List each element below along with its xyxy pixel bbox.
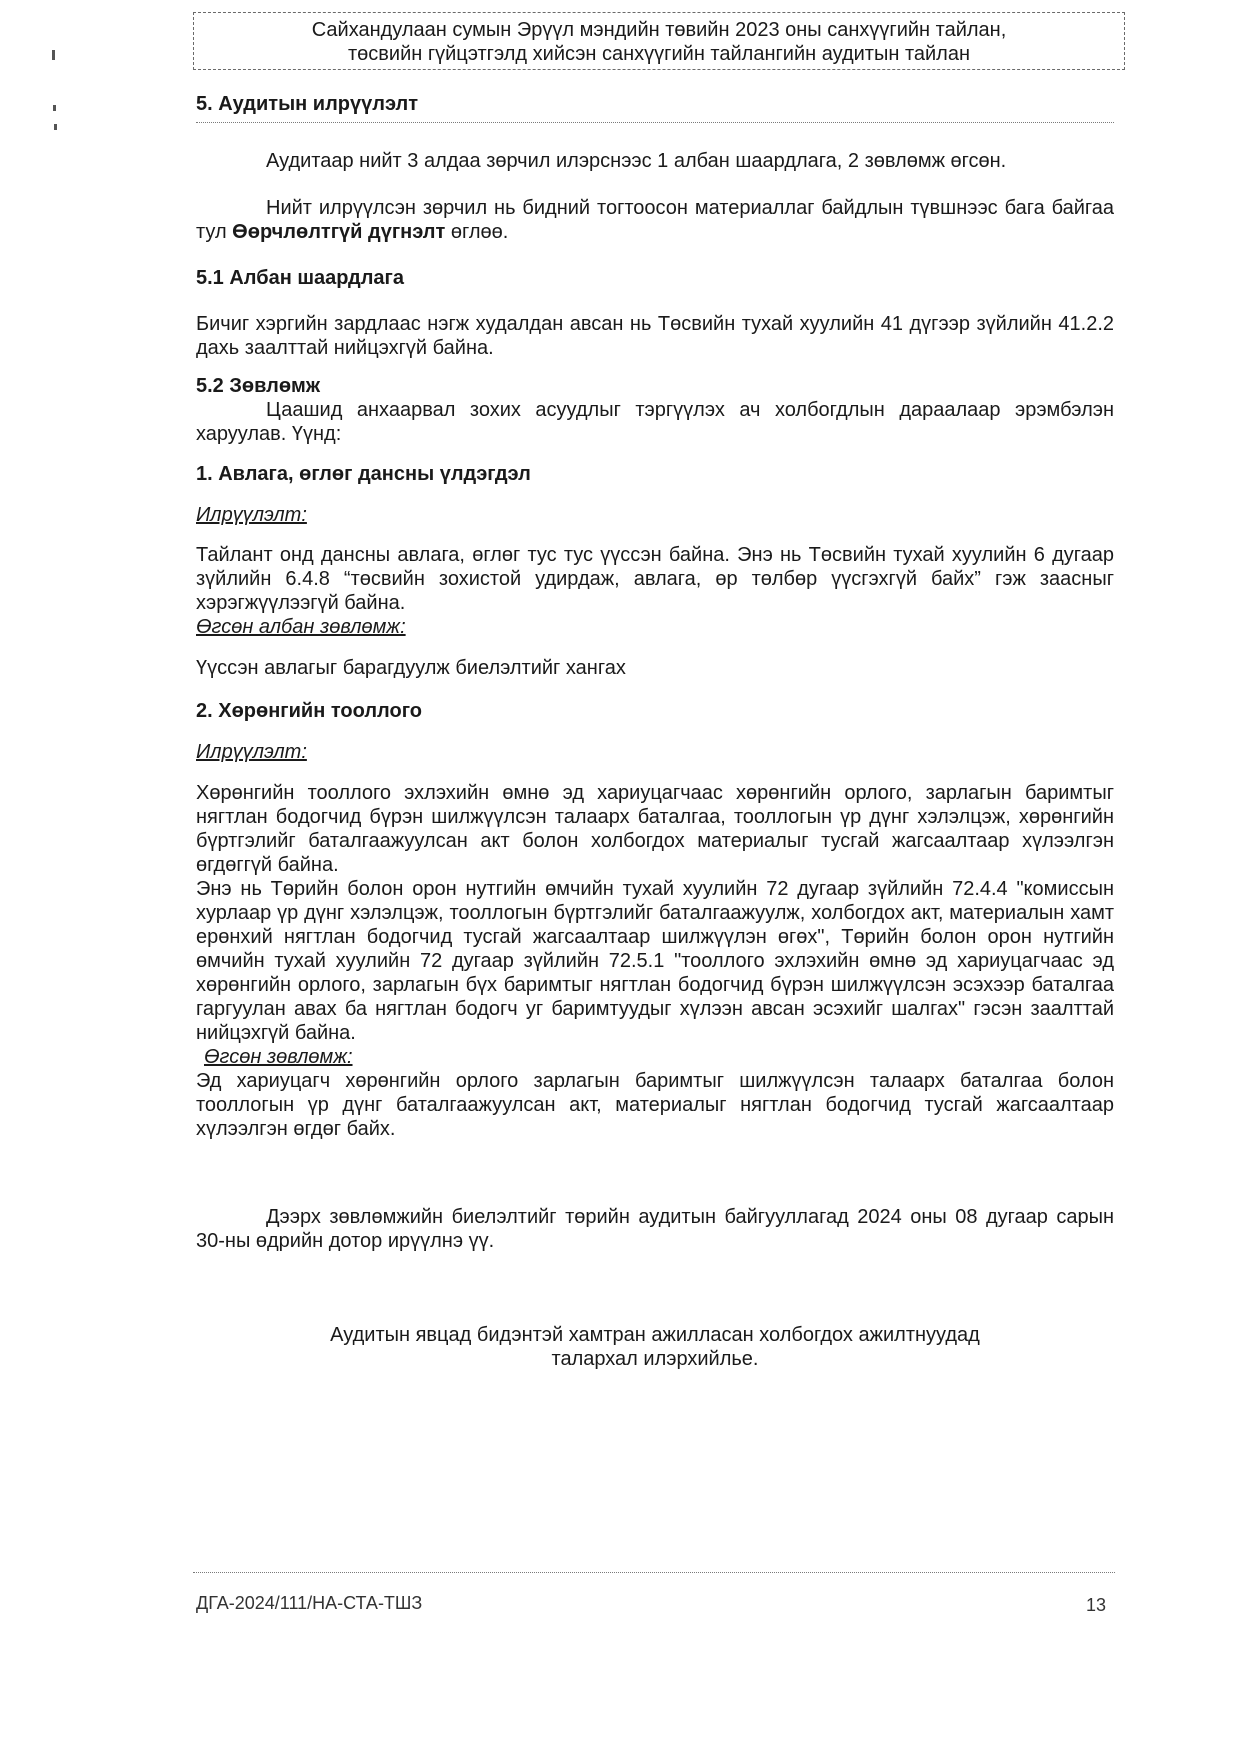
item-1-finding-label: Илрүүлэлт: — [196, 504, 307, 526]
opinion-type: Өөрчлөлтгүй дүгнэлт — [232, 221, 446, 243]
item-2-finding-label: Илрүүлэлт: — [196, 741, 307, 763]
scan-artifact — [53, 105, 56, 111]
scan-artifact — [52, 50, 55, 60]
item-2-recommendation-label: Өгсөн зөвлөмж: — [204, 1046, 353, 1068]
closing-deadline: Дээрх зөвлөмжийн биелэлтийг төрийн аудитын байгууллагад 2024 оны 08 дугаар сарын 30-ны өдрийн дотор ирүүлнэ үү. — [196, 1206, 1114, 1252]
footer-divider — [193, 1572, 1115, 1573]
section-5-title: 5. Аудитын илрүүлэлт — [196, 92, 1114, 123]
section-5-paragraph-1: Аудитаар нийт 3 алдаа зөрчил илэрснээс 1 албан шаардлага, 2 зөвлөмж өгсөн. — [266, 150, 1007, 172]
section-5-1-title: 5.1 Албан шаардлага — [196, 267, 404, 289]
item-1-recommendation-text: Үүссэн авлагыг барагдуулж биелэлтийг хангах — [196, 657, 626, 679]
closing-thanks-line-2: талархал илэрхийлье. — [551, 1348, 759, 1370]
document-code: ДГА-2024/111/НА-СТА-ТШЗ — [196, 1593, 423, 1613]
section-5-1-text: Бичиг хэргийн зардлаас нэгж худалдан авсан нь Төсвийн тухай хуулийн 41 дүгээр зүйлийн 41.2.2 дахь заалттай нийцэхгүй байна. — [196, 313, 1114, 359]
header-line-1: Сайхандулаан сумын Эрүүл мэндийн төвийн 2023 оны санхүүгийн тайлан, — [311, 19, 1007, 41]
item-2-recommendation-text: Эд хариуцагч хөрөнгийн орлого зарлагын баримтыг шилжүүлсэн талаарх баталгаа болон тооллогын үр дүнг баталгаажуулсан акт, материалыг нягтлан бодогчид тусгай жагсаалтаар хүлээлгэн өгдөг байх. — [196, 1070, 1114, 1140]
item-1-recommendation-label: Өгсөн албан зөвлөмж: — [196, 616, 406, 638]
header-line-2: төсвийн гүйцэтгэлд хийсэн санхүүгийн тайлангийн аудитын тайлан — [347, 43, 971, 65]
item-2-finding-text-1: Хөрөнгийн тооллого эхлэхийн өмнө эд хариуцагчаас хөрөнгийн орлого, зарлагын баримтыг нягтлан бодогчид бүрэн шилжүүлсэн талаарх баталгаа, тооллогын үр дүнг хэлэлцэж, хөрөнгийн бүртгэлийг баталгаажуулсан акт болон холбогдох материалыг тусгай жагсаалтаар хүлээлгэн өгдөггүй байна. — [196, 782, 1114, 876]
item-1-title: 1. Авлага, өглөг дансны үлдэгдэл — [196, 463, 531, 485]
section-5-2-title: 5.2 Зөвлөмж — [196, 375, 321, 397]
document-body — [196, 92, 1114, 1371]
section-5-2-text: Цаашид анхаарвал зохих асуудлыг тэргүүлэх ач холбогдлын дараалаар эрэмбэлэн харуулав. Үүнд: — [196, 399, 1114, 445]
scan-artifact — [54, 124, 57, 130]
item-1-finding-text: Тайлант онд дансны авлага, өглөг тус тус үүссэн байна. Энэ нь Төсвийн тухай хуулийн 6 дугаар зүйлийн 6.4.8 “төсвийн зохистой удирдаж, авлага, өр төлбөр үүсгэхгүй байх” гэж заасныг хэрэгжүүлээгүй байна. — [196, 544, 1114, 614]
section-5-paragraph-2-end: өглөө. — [445, 221, 509, 243]
report-header — [193, 12, 1125, 70]
item-2-finding-text-2: Энэ нь Төрийн болон орон нутгийн өмчийн тухай хуулийн 72 дугаар зүйлийн 72.4.4 "комиссын хурлаар үр дүнг хэлэлцэж, тооллогын бүртгэлийг баталгаажуулж, холбогдох акт, материалын хамт ерөнхий нягтлан бодогчид тусгай жагсаалтаар шилжүүлэн өгөх", Төрийн болон орон нутгийн өмчийн тухай хуулийн 72 дугаар зүйлийн 72.5.1 "тооллого эхлэхийн өмнө эд хариуцагчаас эд хөрөнгийн орлого, зарлагын бүх баримтыг нягтлан бодогчид бүрэн шилжүүлсэн эсэхээр баталгаа гаргуулан авах ба нягтлан бодогч уг баримтуудыг хүлээн авсан эсэхийг шалгах" гэсэн заалттай нийцэхгүй байна. — [196, 878, 1114, 1044]
page-number: 13 — [1086, 1595, 1107, 1615]
section-5-paragraph-2 — [196, 196, 1114, 244]
item-2-title: 2. Хөрөнгийн тооллого — [196, 700, 422, 722]
section-5-paragraph-2-text: Нийт илрүүлсэн зөрчил нь бидний тогтоосон материаллаг байдлын түвшнээс бага байгаа тул — [196, 197, 1114, 243]
closing-thanks-line-1: Аудитын явцад бидэнтэй хамтран ажилласан холбогдох ажилтнуудад — [330, 1324, 980, 1346]
